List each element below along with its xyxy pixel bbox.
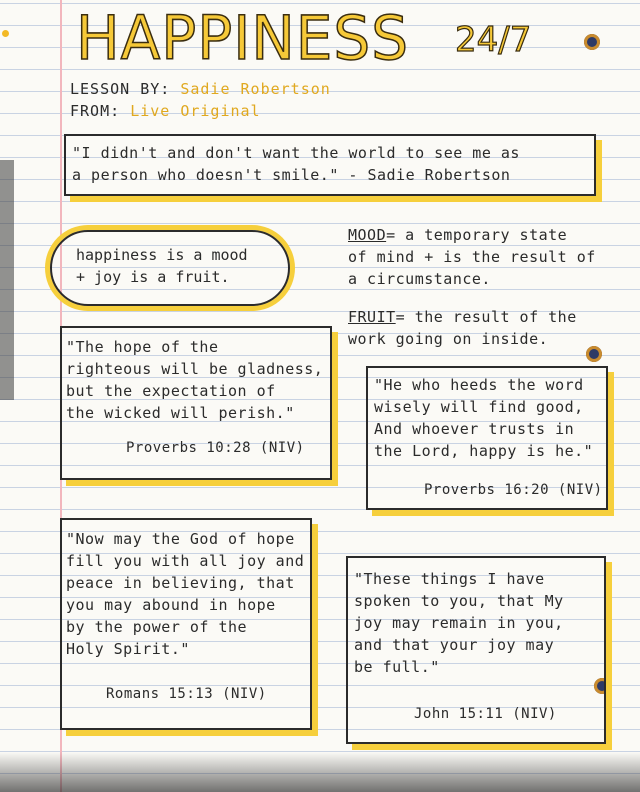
mood-definition [348,224,596,290]
page-title: HAPPINESS [76,2,410,74]
from-source: Live Original [130,102,261,120]
verse-line: "Now may the God of hope [66,530,295,548]
fruit-line: = the result of the [395,308,577,326]
verse-line: "He who heeds the word [374,376,584,394]
from-row [70,102,261,120]
title-suffix: 24/7 [455,20,532,60]
from-label: FROM: [70,102,121,120]
verse-line: joy may remain in you, [354,614,564,632]
binder-hole-icon [584,34,600,50]
verse-line: fill you with all joy and [66,552,305,570]
bottom-shadow [0,752,640,792]
lesson-label: LESSON BY: [70,80,171,98]
verse-reference: Proverbs 16:20 (NIV) [424,482,603,498]
mood-term: MOOD [348,226,387,244]
quote-line: a person who doesn't smile." - Sadie Robertson [72,166,511,184]
lesson-by-row [70,80,331,98]
verse-reference: John 15:11 (NIV) [414,706,557,722]
binder-hole-icon [586,346,602,362]
verse-line: wisely will find good, [374,398,584,416]
verse-line: be full." [354,658,440,676]
verse-line: righteous will be gladness, [66,360,324,378]
verse-line: the wicked will perish." [66,404,295,422]
verse-line: "The hope of the [66,338,219,356]
verse-reference: Romans 15:13 (NIV) [106,686,267,702]
verse-line: but the expectation of [66,382,276,400]
verse-reference: Proverbs 10:28 (NIV) [126,440,305,456]
fruit-term: FRUIT [348,308,396,326]
verse-line: And whoever trusts in [374,420,575,438]
fruit-definition [348,306,577,350]
verse-box-proverbs-16-20 [366,366,608,510]
left-edge-shadow [0,160,14,400]
mood-line: = a temporary state [386,226,568,244]
verse-line: "These things I have [354,570,545,588]
verse-box-john-15-11 [346,556,606,744]
yellow-dot-mark [2,30,9,37]
verse-line: and that your joy may [354,636,555,654]
verse-box-proverbs-10-28 [60,326,332,480]
verse-line: peace in believing, that [66,574,295,592]
verse-line: by the power of the [66,618,248,636]
fruit-line: work going on inside. [348,330,549,348]
verse-line: Holy Spirit." [66,640,190,658]
cloud-line: + joy is a fruit. [76,268,230,286]
mood-line: a circumstance. [348,270,491,288]
quote-line: "I didn't and don't want the world to see me as [72,144,520,162]
verse-box-romans-15-13 [60,518,312,730]
lesson-author: Sadie Robertson [180,80,331,98]
verse-line: the Lord, happy is he." [374,442,594,460]
sadie-quote-box [64,134,596,196]
verse-line: spoken to you, that My [354,592,564,610]
cloud-line: happiness is a mood [76,246,248,264]
verse-line: you may abound in hope [66,596,276,614]
happiness-cloud [50,230,290,306]
mood-line: of mind + is the result of [348,248,596,266]
